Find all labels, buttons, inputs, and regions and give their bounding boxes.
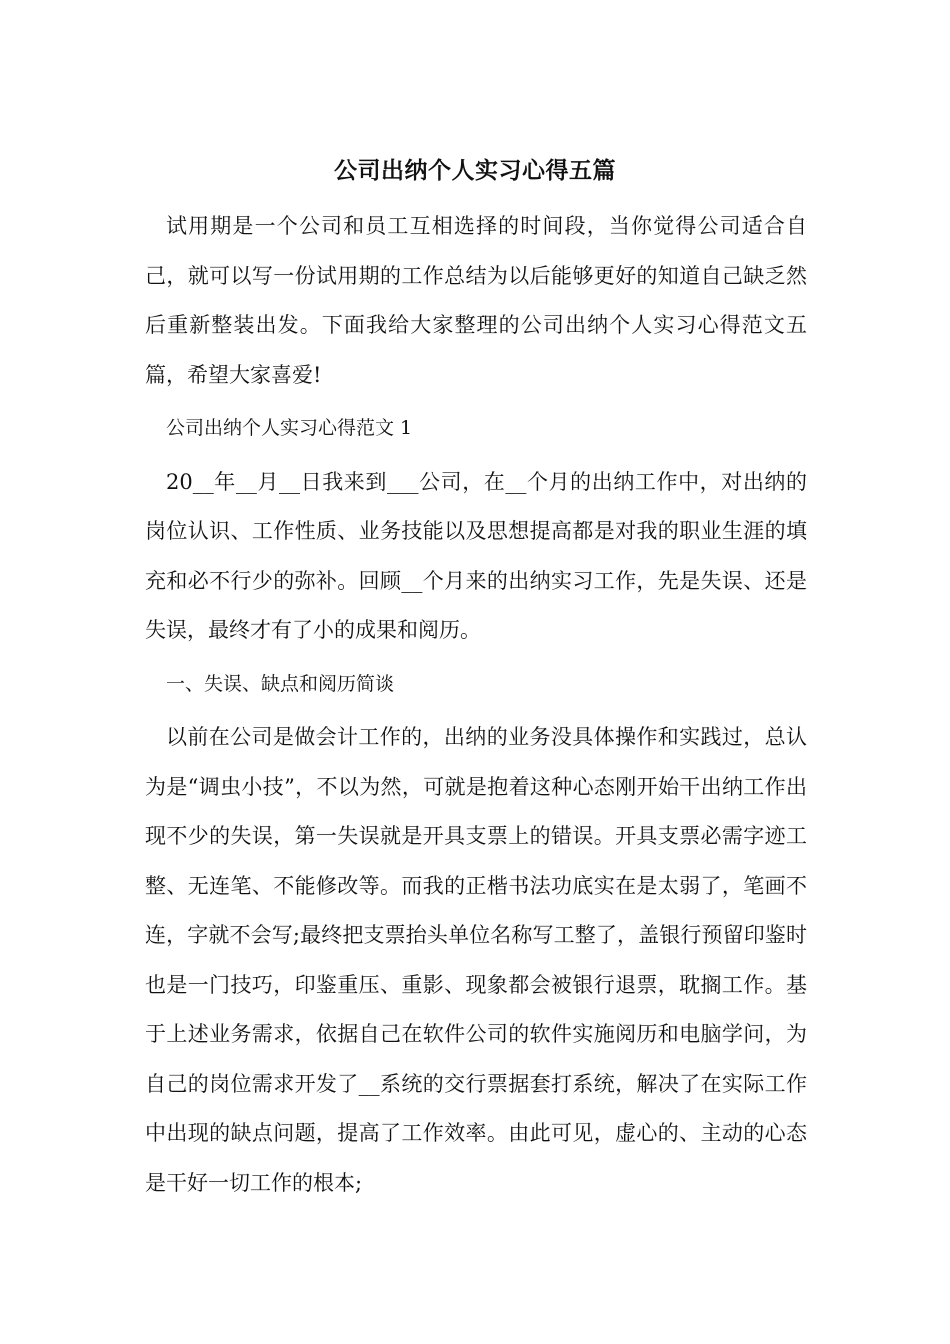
- section-heading-sample-1: 公司出纳个人实习心得范文 1: [166, 417, 413, 439]
- document-body: [145, 202, 807, 1212]
- body-paragraph: 20__年__月__日我来到___公司，在__个月的出纳工作中，对出纳的岗位认识、工作性质、业务技能以及思想提高都是对我的职业生涯的填充和必不行少的弥补。回顾__个月来的出纳实习工作，先是失误、还是失误，最终才有了小的成果和阅历。: [145, 469, 807, 642]
- intro-paragraph: 试用期是一个公司和员工互相选择的时间段，当你觉得公司适合自己，就可以写一份试用期的工作总结为以后能够更好的知道自己缺乏然后重新整装出发。下面我给大家整理的公司出纳个人实习心得范文五篇，希望大家喜爱!: [145, 214, 807, 387]
- document-title: 公司出纳个人实习心得五篇: [334, 157, 616, 184]
- body-paragraph: 以前在公司是做会计工作的，出纳的业务没具体操作和实践过，总认为是“调虫小技”，不以为然，可就是抱着这种心态刚开始干出纳工作出现不少的失误，第一失误就是开具支票上的错误。开具支票必需字迹工整、无连笔、不能修改等。而我的正楷书法功底实在是太弱了，笔画不连，字就不会写;最终把支票抬头单位名称写工整了，盖银行预留印鉴时也是一门技巧，印鉴重压、重影、现象都会被银行退票，耽搁工作。基于上述业务需求，依据自己在软件公司的软件实施阅历和电脑学问，为自己的岗位需求开发了__系统的交行票据套打系统，解决了在实际工作中出现的缺点问题，提高了工作效率。由此可见，虚心的、主动的心态是干好一切工作的根本;: [145, 725, 807, 1195]
- subsection-heading: 一、失误、缺点和阅历简谈: [166, 672, 395, 695]
